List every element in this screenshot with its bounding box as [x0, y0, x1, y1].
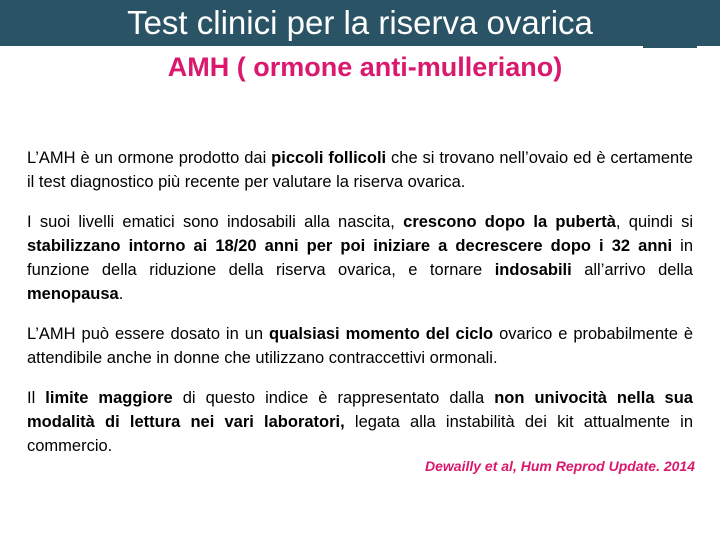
text-run-bold: piccoli follicoli — [271, 149, 387, 167]
paragraph-intro — [27, 146, 693, 194]
text-run: L’AMH è un ormone prodotto dai — [27, 149, 272, 167]
text-run: . — [118, 285, 124, 303]
text-run-bold: stabilizzano intorno ai 18/20 anni per poi iniziare a decrescere dopo i 32 anni — [27, 237, 673, 255]
paragraph-levels — [27, 210, 693, 306]
text-run-bold: qualsiasi momento del ciclo — [269, 325, 494, 343]
text-run: legata alla instabilità dei kit attualmente in commercio. — [27, 413, 693, 455]
text-run: all’arrivo della — [571, 261, 693, 279]
title-decoration — [643, 36, 697, 48]
text-run: di questo indice è rappresentato dalla — [172, 389, 495, 407]
text-run: I suoi livelli ematici sono indosabili alla nascita, — [27, 213, 404, 231]
text-run-bold: non univocità nella sua modalità di lettura nei vari laboratori, — [27, 389, 693, 431]
text-run: ovarico e probabilmente è attendibile anche in donne che utilizzano contraccettivi ormonali. — [27, 325, 693, 367]
citation: Dewailly et al, Hum Reprod Update. 2014 — [425, 458, 695, 474]
text-run: Il — [27, 389, 46, 407]
body-text — [27, 146, 693, 474]
text-run: che si trovano nell’ovaio ed è certamente il test diagnostico più recente per valutare la riserva ovarica. — [27, 149, 693, 191]
text-run: L’AMH può essere dosato in un — [27, 325, 270, 343]
text-run: , quindi si — [615, 213, 693, 231]
text-run-bold: limite maggiore — [45, 389, 173, 407]
text-run-bold: crescono dopo la pubertà — [403, 213, 616, 231]
text-run-bold: indosabili — [494, 261, 572, 279]
paragraph-timing — [27, 322, 693, 370]
text-run: in funzione della riduzione della riserva ovarica, e tornare — [27, 237, 693, 279]
slide-subtitle: AMH ( ormone anti-mulleriano) — [167, 52, 563, 82]
paragraph-limits — [27, 386, 693, 458]
slide-title: Test clinici per la riserva ovarica — [127, 4, 593, 41]
text-run-bold: menopausa — [27, 285, 119, 303]
